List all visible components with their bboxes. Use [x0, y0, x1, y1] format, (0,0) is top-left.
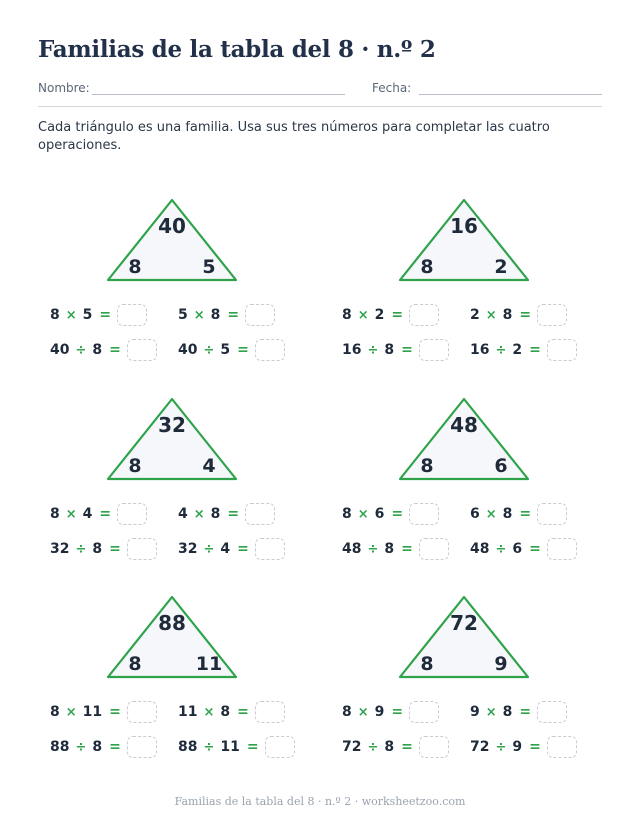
equation-operand-a: 48	[470, 541, 490, 557]
equation-3	[342, 736, 449, 758]
equals-sign: =	[227, 506, 240, 522]
equation-3	[342, 339, 449, 361]
equals-sign: =	[391, 704, 404, 720]
equation-operand-b: 8	[502, 307, 513, 323]
answer-box[interactable]	[409, 304, 439, 326]
equation-4	[470, 736, 577, 758]
equation-1	[342, 503, 439, 525]
equals-sign: =	[401, 541, 413, 557]
equals-sign: =	[109, 541, 121, 557]
date-label: Fecha:	[372, 81, 412, 95]
equation-operator: ×	[65, 307, 77, 323]
equals-sign: =	[529, 342, 541, 358]
equals-sign: =	[109, 342, 121, 358]
answer-box[interactable]	[547, 736, 577, 758]
answer-box[interactable]	[245, 503, 275, 525]
equals-sign: =	[391, 506, 404, 522]
equation-1	[50, 304, 147, 326]
equation-operand-b: 11	[82, 704, 103, 720]
equation-operand-a: 8	[342, 307, 352, 323]
equation-operand-b: 8	[210, 506, 221, 522]
date-field-line[interactable]	[419, 94, 602, 95]
equation-operator: ÷	[203, 739, 215, 755]
equation-2	[178, 304, 275, 326]
triangle-left-number: 8	[420, 455, 434, 477]
equation-4	[178, 736, 295, 758]
answer-box[interactable]	[127, 538, 157, 560]
equation-1	[342, 304, 439, 326]
family-6	[330, 595, 610, 765]
header-divider	[38, 106, 602, 107]
equation-3	[342, 538, 449, 560]
equals-sign: =	[227, 307, 240, 323]
family-4	[330, 397, 610, 567]
equation-operator: ×	[485, 506, 497, 522]
triangle-top-number: 40	[158, 214, 186, 238]
answer-box[interactable]	[127, 701, 157, 723]
equation-operator: ÷	[495, 739, 507, 755]
equation-operand-a: 8	[342, 506, 352, 522]
equation-2	[470, 304, 567, 326]
equals-sign: =	[109, 704, 121, 720]
equals-sign: =	[519, 307, 532, 323]
equation-operand-a: 88	[50, 739, 70, 755]
answer-box[interactable]	[537, 503, 567, 525]
name-field-line[interactable]	[92, 94, 345, 95]
equation-operator: ÷	[495, 541, 507, 557]
equation-operand-b: 5	[82, 307, 93, 323]
equation-operand-a: 4	[178, 506, 188, 522]
equals-sign: =	[401, 342, 413, 358]
equation-operand-b: 11	[220, 739, 240, 755]
equation-1	[50, 503, 147, 525]
equation-operator: ×	[357, 506, 369, 522]
answer-box[interactable]	[547, 538, 577, 560]
equation-3	[50, 339, 157, 361]
instructions: Cada triángulo es una familia. Usa sus tres números para completar las cuatro operaciones.	[38, 120, 550, 153]
triangle-right-number: 5	[202, 256, 216, 278]
equation-operand-a: 9	[470, 704, 480, 720]
answer-box[interactable]	[245, 304, 275, 326]
equation-4	[178, 538, 285, 560]
equation-operand-a: 8	[50, 307, 60, 323]
triangle-top-number: 48	[450, 413, 478, 437]
answer-box[interactable]	[537, 304, 567, 326]
equation-operand-a: 5	[178, 307, 188, 323]
equation-operand-b: 8	[502, 506, 513, 522]
equation-1	[50, 701, 157, 723]
equation-operand-a: 8	[342, 704, 352, 720]
equation-operand-b: 6	[512, 541, 523, 557]
equation-operand-b: 4	[82, 506, 93, 522]
equation-operand-a: 6	[470, 506, 480, 522]
equals-sign: =	[391, 307, 404, 323]
answer-box[interactable]	[547, 339, 577, 361]
equation-operand-a: 8	[50, 506, 60, 522]
equation-operator: ×	[485, 307, 497, 323]
equation-4	[470, 339, 577, 361]
equation-operand-a: 88	[178, 739, 198, 755]
equation-operand-a: 72	[470, 739, 490, 755]
equation-2	[470, 701, 567, 723]
footer: Familias de la tabla del 8 · n.º 2 · worksheetzoo.com	[174, 795, 466, 808]
triangle-right-number: 4	[202, 455, 216, 477]
equation-4	[178, 339, 285, 361]
equation-operand-a: 40	[178, 342, 198, 358]
equation-operator: ÷	[203, 342, 215, 358]
name-label: Nombre:	[38, 81, 90, 95]
equals-sign: =	[401, 739, 413, 755]
equation-operand-b: 8	[384, 342, 395, 358]
equation-operator: ÷	[75, 541, 87, 557]
equals-sign: =	[529, 739, 541, 755]
answer-box[interactable]	[419, 538, 449, 560]
family-1	[38, 198, 318, 368]
equation-3	[50, 736, 157, 758]
triangle-right-number: 2	[494, 256, 508, 278]
equation-operand-a: 16	[342, 342, 362, 358]
equation-operand-b: 2	[374, 307, 385, 323]
answer-box[interactable]	[409, 701, 439, 723]
equation-1	[342, 701, 439, 723]
equals-sign: =	[519, 506, 532, 522]
equation-operand-b: 6	[374, 506, 385, 522]
equation-3	[50, 538, 157, 560]
equation-operand-b: 4	[220, 541, 231, 557]
equation-operator: ÷	[495, 342, 507, 358]
equation-operand-b: 8	[384, 739, 395, 755]
equation-operand-b: 5	[220, 342, 231, 358]
answer-box[interactable]	[255, 701, 285, 723]
answer-box[interactable]	[409, 503, 439, 525]
equation-operand-a: 40	[50, 342, 70, 358]
triangle-left-number: 8	[128, 256, 142, 278]
equation-operand-b: 9	[374, 704, 385, 720]
equals-sign: =	[237, 541, 249, 557]
equation-operator: ÷	[367, 739, 379, 755]
equals-sign: =	[99, 307, 112, 323]
equation-4	[470, 538, 577, 560]
equation-operator: ÷	[367, 342, 379, 358]
triangle-right-number: 6	[494, 455, 508, 477]
answer-box[interactable]	[117, 503, 147, 525]
equation-operand-b: 8	[92, 541, 103, 557]
equation-operator: ×	[193, 506, 205, 522]
answer-box[interactable]	[255, 339, 285, 361]
equation-operator: ÷	[367, 541, 379, 557]
equation-operand-b: 8	[210, 307, 221, 323]
answer-box[interactable]	[127, 339, 157, 361]
equation-operand-b: 8	[384, 541, 395, 557]
equation-operator: ×	[203, 704, 215, 720]
equation-operand-b: 2	[512, 342, 523, 358]
equals-sign: =	[237, 342, 249, 358]
equation-operand-b: 8	[92, 739, 103, 755]
equation-operand-a: 72	[342, 739, 362, 755]
equation-operator: ÷	[75, 342, 87, 358]
equation-operand-a: 32	[178, 541, 198, 557]
triangle-top-number: 16	[450, 214, 478, 238]
equation-2	[178, 503, 275, 525]
equation-operand-b: 8	[502, 704, 513, 720]
equation-operator: ×	[357, 704, 369, 720]
equation-operator: ×	[357, 307, 369, 323]
triangle-left-number: 8	[420, 256, 434, 278]
equation-operand-a: 48	[342, 541, 362, 557]
equation-operator: ÷	[203, 541, 215, 557]
equation-operand-a: 2	[470, 307, 480, 323]
equation-operator: ×	[65, 704, 77, 720]
equation-operand-a: 16	[470, 342, 490, 358]
triangle-left-number: 8	[128, 653, 142, 675]
family-2	[330, 198, 610, 368]
triangle-top-number: 72	[450, 611, 478, 635]
family-5	[38, 595, 318, 765]
equation-operator: ×	[65, 506, 77, 522]
triangle-top-number: 88	[158, 611, 186, 635]
equation-operator: ÷	[75, 739, 87, 755]
answer-box[interactable]	[419, 736, 449, 758]
answer-box[interactable]	[265, 736, 295, 758]
page-title: Familias de la tabla del 8 · n.º 2	[38, 36, 436, 63]
triangle-left-number: 8	[420, 653, 434, 675]
equation-2	[178, 701, 285, 723]
answer-box[interactable]	[419, 339, 449, 361]
equals-sign: =	[99, 506, 112, 522]
equals-sign: =	[246, 739, 259, 755]
answer-box[interactable]	[255, 538, 285, 560]
equation-operator: ×	[485, 704, 497, 720]
equation-operand-b: 8	[92, 342, 103, 358]
equals-sign: =	[109, 739, 121, 755]
triangle-top-number: 32	[158, 413, 186, 437]
answer-box[interactable]	[117, 304, 147, 326]
answer-box[interactable]	[537, 701, 567, 723]
equation-operand-a: 32	[50, 541, 70, 557]
equation-operand-b: 9	[512, 739, 523, 755]
equation-operand-b: 8	[220, 704, 231, 720]
answer-box[interactable]	[127, 736, 157, 758]
equation-operator: ×	[193, 307, 205, 323]
family-3	[38, 397, 318, 567]
equals-sign: =	[529, 541, 541, 557]
equation-operand-a: 11	[178, 704, 198, 720]
equation-operand-a: 8	[50, 704, 60, 720]
equals-sign: =	[519, 704, 532, 720]
triangle-right-number: 9	[494, 653, 508, 675]
triangle-right-number: 11	[195, 653, 223, 675]
equation-2	[470, 503, 567, 525]
triangle-left-number: 8	[128, 455, 142, 477]
equals-sign: =	[237, 704, 249, 720]
